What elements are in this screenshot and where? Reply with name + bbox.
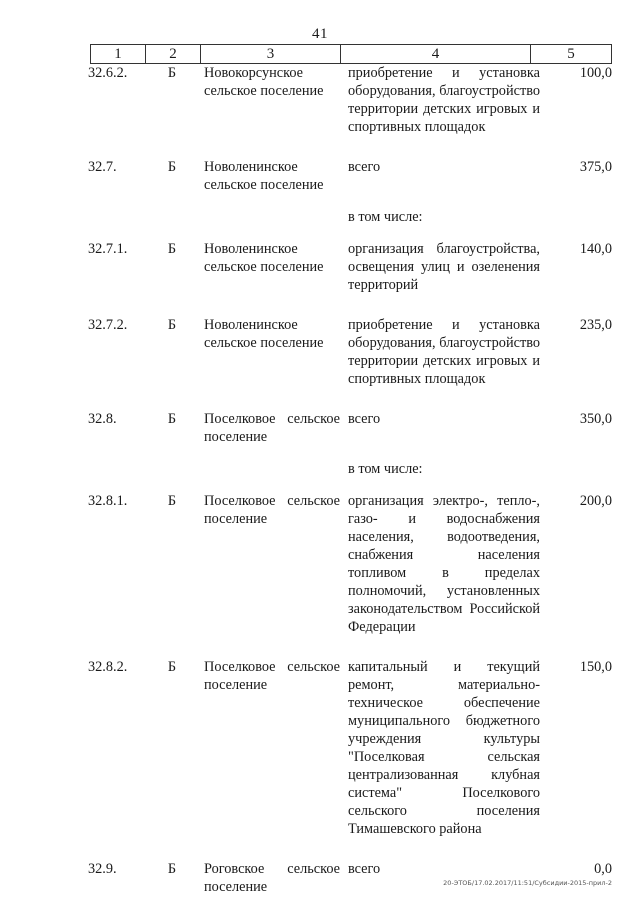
- row-purpose: всего: [348, 159, 381, 175]
- header-col-1: 1: [90, 45, 145, 63]
- table-header: [90, 44, 612, 64]
- row-number: 32.8.: [88, 411, 117, 427]
- row-amount: 100,0: [579, 65, 612, 81]
- table-row: [84, 158, 612, 194]
- table-row: [84, 492, 612, 636]
- row-purpose: всего: [348, 411, 381, 427]
- row-settlement: Поселковое сельское поселение: [204, 493, 340, 527]
- row-amount: 200,0: [579, 493, 612, 509]
- row-purpose: организация благоустройства, освещения улиц и озеленения территорий: [348, 241, 540, 293]
- row-amount: 350,0: [579, 411, 612, 427]
- table-row: [84, 208, 612, 226]
- row-settlement: Новоленинское сельское поселение: [204, 317, 324, 351]
- table-row: [84, 316, 612, 388]
- table-row: [84, 410, 612, 446]
- table-row: [84, 240, 612, 294]
- row-number: 32.6.2.: [88, 65, 128, 81]
- row-amount: 140,0: [579, 241, 612, 257]
- table-row: [84, 658, 612, 838]
- row-purpose: капитальный и текущий ремонт, материально-техническое обеспечение муниципального бюджетного учреждения культуры "Поселковая сельская централизованная клубная система" Поселкового сельского поселения Тимашевского района: [348, 659, 540, 837]
- row-purpose: организация электро-, тепло-, газо- и водоснабжения населения, водоотведения, снабжения населения топливом в пределах полномочий, установленных законодательством Российской Федерации: [348, 493, 540, 635]
- row-type: Б: [167, 317, 177, 333]
- row-type: Б: [167, 159, 177, 175]
- row-amount: 375,0: [579, 159, 612, 175]
- header-col-4: 4: [340, 45, 530, 63]
- row-type: Б: [167, 659, 177, 675]
- row-type: Б: [167, 861, 177, 877]
- table-body: [84, 64, 612, 918]
- row-purpose: приобретение и установка оборудования, благоустройство территории детских игровых и спортивных площадок: [348, 65, 540, 135]
- row-number: 32.8.2.: [88, 659, 128, 675]
- row-number: 32.7.1.: [88, 241, 128, 257]
- row-purpose: в том числе:: [348, 461, 423, 477]
- footer-file-stamp: 20-ЭТОБ/17.02.2017/11:51/Субсидии-2015-прил-2: [443, 879, 612, 887]
- row-settlement: Новокорсунское сельское поселение: [204, 65, 324, 99]
- header-col-2: 2: [145, 45, 200, 63]
- row-amount: 0,0: [594, 861, 612, 877]
- table-row: [84, 64, 612, 136]
- header-col-3: 3: [200, 45, 340, 63]
- row-type: Б: [167, 65, 177, 81]
- row-settlement: Новоленинское сельское поселение: [204, 241, 324, 275]
- table-row: [84, 460, 612, 478]
- table-row: [84, 860, 612, 896]
- row-type: Б: [167, 411, 177, 427]
- row-settlement: Поселковое сельское поселение: [204, 411, 340, 445]
- row-settlement: Поселковое сельское поселение: [204, 659, 340, 693]
- row-purpose: приобретение и установка оборудования, благоустройство территории детских игровых и спортивных площадок: [348, 317, 540, 387]
- row-number: 32.9.: [88, 861, 117, 877]
- row-number: 32.8.1.: [88, 493, 128, 509]
- row-purpose: в том числе:: [348, 209, 423, 225]
- page-number: 41: [312, 26, 328, 42]
- row-settlement: Новоленинское сельское поселение: [204, 159, 324, 193]
- row-settlement: Роговское сельское поселение: [204, 861, 340, 895]
- row-type: Б: [167, 241, 177, 257]
- row-amount: 235,0: [579, 317, 612, 333]
- row-type: Б: [167, 493, 177, 509]
- header-col-5: 5: [530, 45, 612, 63]
- row-amount: 150,0: [579, 659, 612, 675]
- row-number: 32.7.: [88, 159, 117, 175]
- row-number: 32.7.2.: [88, 317, 128, 333]
- row-purpose: всего: [348, 861, 381, 877]
